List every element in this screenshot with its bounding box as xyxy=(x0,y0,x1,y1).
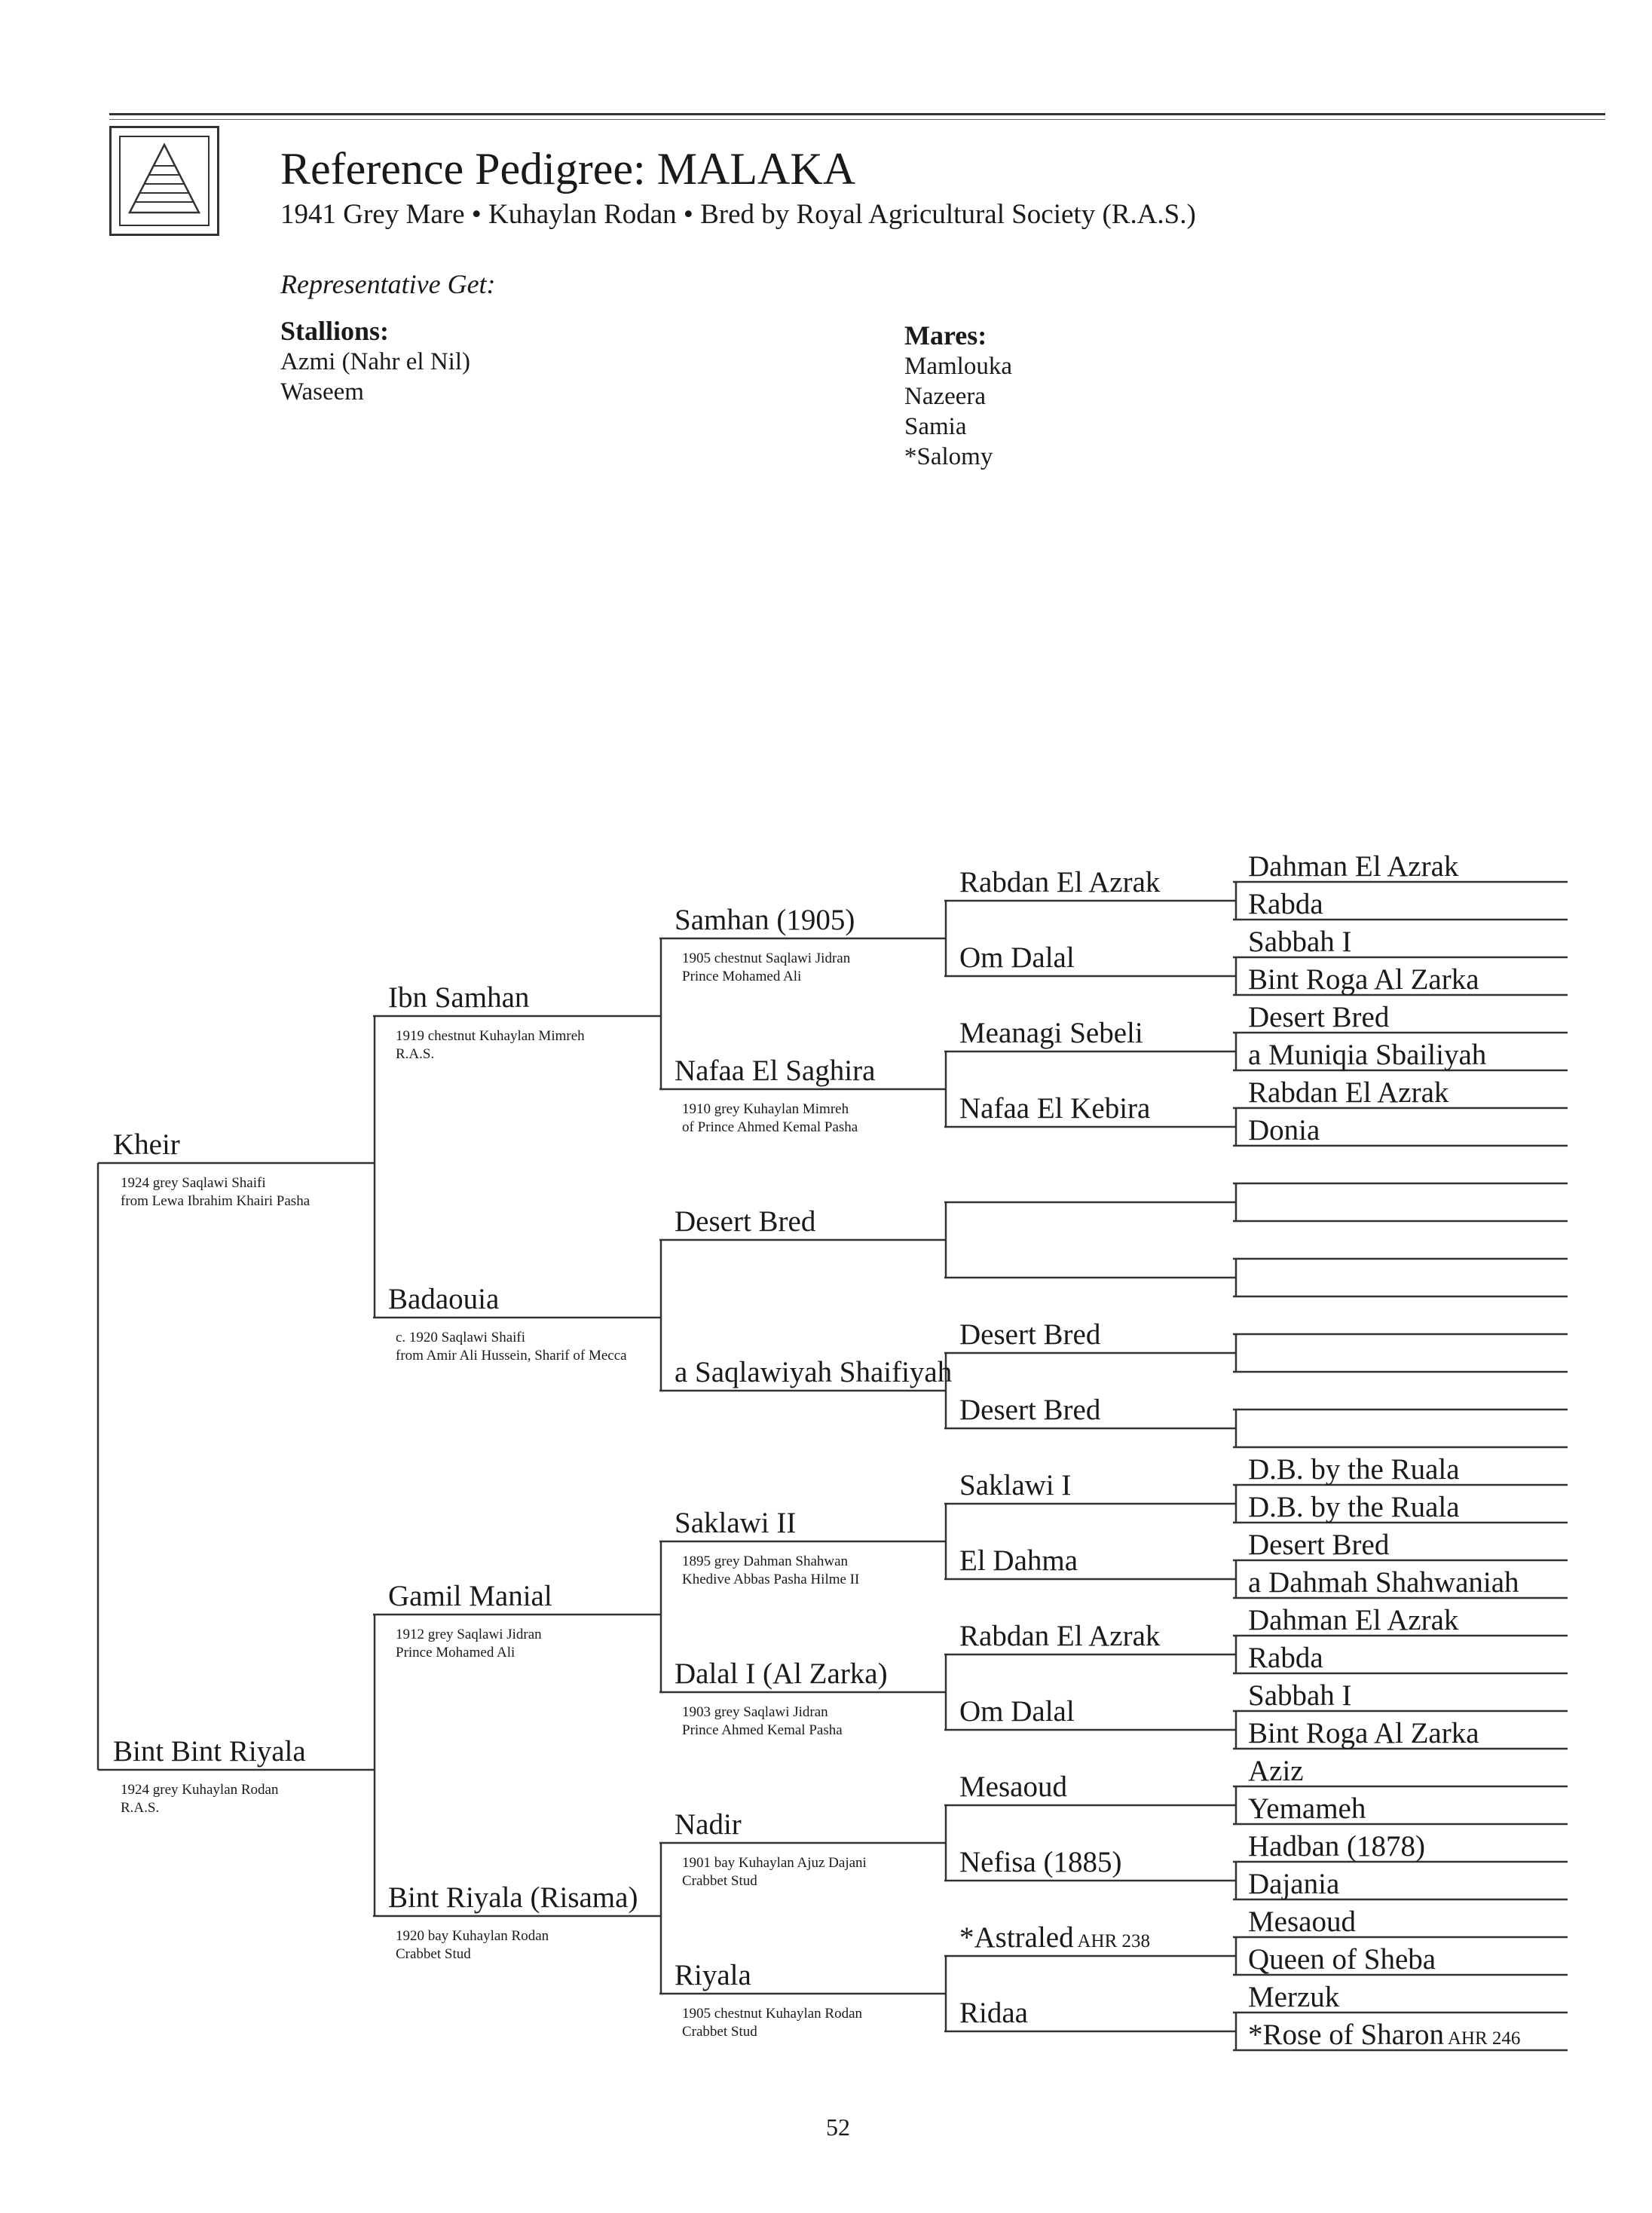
horse-name: Yemameh xyxy=(1248,1792,1366,1825)
horse-name: Samhan (1905) xyxy=(675,904,855,936)
horse-name: Nafaa El Kebira xyxy=(959,1092,1151,1125)
horse-name: Desert Bred xyxy=(959,1318,1101,1351)
horse-name: Saklawi II xyxy=(675,1507,797,1539)
horse-details: Prince Ahmed Kemal Pasha xyxy=(682,1722,843,1738)
horse-name: Dalal I (Al Zarka) xyxy=(675,1657,888,1690)
horse-details: 1924 grey Kuhaylan Rodan xyxy=(121,1782,279,1798)
horse-name: Mesaoud xyxy=(1248,1905,1356,1938)
representative-get-label: Representative Get: xyxy=(280,269,496,299)
horse-name: Meanagi Sebeli xyxy=(959,1017,1143,1049)
horse-name: Badaouia xyxy=(388,1283,500,1315)
horse-name: Aziz xyxy=(1248,1755,1304,1787)
horse-name: Desert Bred xyxy=(675,1205,816,1238)
horse-name: El Dahma xyxy=(959,1544,1078,1577)
mare-item: *Salomy xyxy=(904,443,993,470)
horse-details: from Lewa Ibrahim Khairi Pasha xyxy=(121,1193,311,1209)
horse-name: Merzuk xyxy=(1248,1981,1340,2013)
horse-name: Bint Roga Al Zarka xyxy=(1248,963,1479,996)
horse-name: D.B. by the Ruala xyxy=(1248,1491,1460,1523)
horse-name: Dajania xyxy=(1248,1868,1340,1900)
horse-name: Riyala xyxy=(675,1959,751,1991)
page-number: 52 xyxy=(826,2114,850,2141)
horse-details: Khedive Abbas Pasha Hilme II xyxy=(682,1572,860,1587)
horse-name: Om Dalal xyxy=(959,941,1075,974)
horse-name: Bint Roga Al Zarka xyxy=(1248,1717,1479,1749)
horse-name: *Astraled AHR 238 xyxy=(959,1921,1151,1954)
horse-details: 1919 chestnut Kuhaylan Mimreh xyxy=(396,1028,585,1044)
horse-name: Desert Bred xyxy=(1248,1001,1390,1033)
horse-details: R.A.S. xyxy=(396,1046,435,1062)
horse-name: Nadir xyxy=(675,1808,742,1841)
mare-item: Samia xyxy=(904,413,967,440)
horse-name: Rabda xyxy=(1248,888,1323,920)
horse-name: Rabdan El Azrak xyxy=(959,1620,1161,1652)
horse-details: 1910 grey Kuhaylan Mimreh xyxy=(682,1101,849,1117)
stallion-item: Azmi (Nahr el Nil) xyxy=(280,348,470,375)
horse-name: Rabda xyxy=(1248,1642,1323,1674)
horse-name: Kheir xyxy=(113,1128,180,1161)
horse-name: Hadban (1878) xyxy=(1248,1830,1426,1863)
horse-details: 1905 chestnut Saqlawi Jidran xyxy=(682,950,851,966)
horse-details: 1903 grey Saqlawi Jidran xyxy=(682,1704,828,1720)
horse-name: Mesaoud xyxy=(959,1771,1067,1803)
horse-details: R.A.S. xyxy=(121,1800,160,1816)
horse-name: *Rose of Sharon AHR 246 xyxy=(1248,2019,1521,2051)
horse-name: Bint Riyala (Risama) xyxy=(388,1881,638,1914)
horse-name: Ridaa xyxy=(959,1997,1028,2029)
registration-number: AHR 246 xyxy=(1443,2028,1521,2049)
horse-name: Saklawi I xyxy=(959,1469,1072,1501)
horse-name: Dahman El Azrak xyxy=(1248,1604,1459,1636)
horse-details: 1912 grey Saqlawi Jidran xyxy=(396,1627,542,1642)
stallions-heading: Stallions: xyxy=(280,316,390,346)
horse-name: Sabbah I xyxy=(1248,926,1352,958)
horse-name: Nefisa (1885) xyxy=(959,1846,1122,1878)
horse-name: Desert Bred xyxy=(959,1394,1101,1426)
horse-name: a Saqlawiyah Shaifiyah xyxy=(675,1356,953,1388)
horse-name: Bint Bint Riyala xyxy=(113,1735,306,1768)
horse-details: Crabbet Stud xyxy=(396,1946,471,1962)
horse-details: Crabbet Stud xyxy=(682,2024,757,2040)
horse-details: 1924 grey Saqlawi Shaifi xyxy=(121,1175,266,1191)
horse-details: c. 1920 Saqlawi Shaifi xyxy=(396,1330,526,1345)
page-subtitle: 1941 Grey Mare • Kuhaylan Rodan • Bred by Royal Agricultural Society (R.A.S.) xyxy=(280,199,1196,230)
horse-name: Dahman El Azrak xyxy=(1248,850,1459,883)
horse-details: Crabbet Stud xyxy=(682,1873,757,1889)
horse-name: Gamil Manial xyxy=(388,1580,552,1612)
registration-number: AHR 238 xyxy=(1073,1931,1151,1951)
horse-name: Donia xyxy=(1248,1114,1320,1146)
horse-details: 1920 bay Kuhaylan Rodan xyxy=(396,1928,549,1944)
horse-details: from Amir Ali Hussein, Sharif of Mecca xyxy=(396,1348,627,1364)
horse-details: of Prince Ahmed Kemal Pasha xyxy=(682,1119,858,1135)
horse-details: 1895 grey Dahman Shahwan xyxy=(682,1553,849,1569)
horse-name: Om Dalal xyxy=(959,1695,1075,1728)
mares-heading: Mares: xyxy=(904,320,987,350)
horse-name: D.B. by the Ruala xyxy=(1248,1453,1460,1486)
stallion-item: Waseem xyxy=(280,378,364,406)
horse-name: Desert Bred xyxy=(1248,1529,1390,1561)
horse-details: Prince Mohamed Ali xyxy=(396,1645,515,1661)
horse-name: Queen of Sheba xyxy=(1248,1943,1436,1976)
mare-item: Mamlouka xyxy=(904,353,1012,380)
horse-details: Prince Mohamed Ali xyxy=(682,969,802,984)
horse-name: Rabdan El Azrak xyxy=(1248,1076,1449,1109)
horse-details: 1901 bay Kuhaylan Ajuz Dajani xyxy=(682,1855,867,1871)
horse-name: Ibn Samhan xyxy=(388,981,530,1014)
horse-name: Sabbah I xyxy=(1248,1679,1352,1712)
horse-name: a Muniqia Sbailiyah xyxy=(1248,1039,1487,1071)
horse-name: Rabdan El Azrak xyxy=(959,866,1161,898)
mare-item: Nazeera xyxy=(904,383,987,410)
horse-details: 1905 chestnut Kuhaylan Rodan xyxy=(682,2006,863,2022)
page-title: Reference Pedigree: MALAKA xyxy=(280,144,856,194)
horse-name: Nafaa El Saghira xyxy=(675,1054,876,1087)
horse-name: a Dahmah Shahwaniah xyxy=(1248,1566,1519,1599)
